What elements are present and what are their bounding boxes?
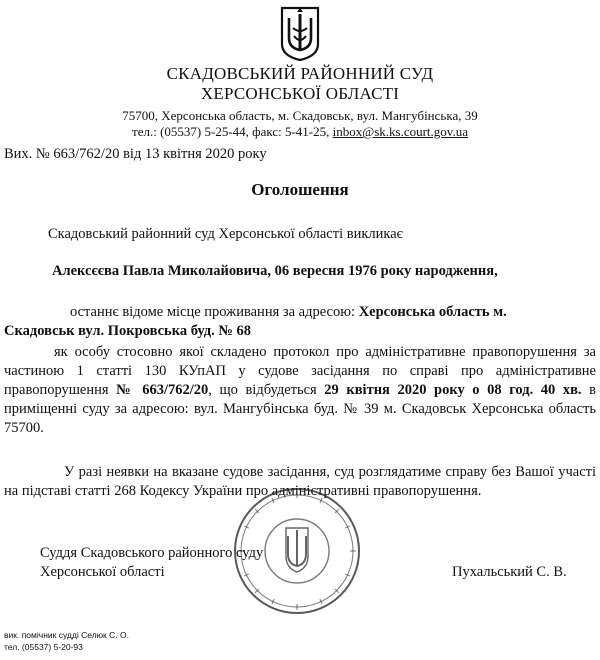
residence-address-line1: Херсонська область м. bbox=[358, 304, 507, 320]
court-address: 75700, Херсонська область, м. Скадовськ, вул. Мангубінська, 39 bbox=[122, 108, 478, 123]
court-contacts bbox=[0, 124, 600, 140]
paragraph-summons bbox=[4, 343, 596, 438]
case-number: № 663/762/20 bbox=[116, 382, 209, 398]
court-region: ХЕРСОНСЬКОЇ ОБЛАСТІ bbox=[200, 84, 400, 103]
court-name: СКАДОВСЬКИЙ РАЙОННИЙ СУД bbox=[166, 64, 434, 83]
residence-lead: останнє відоме місце проживання за адресою: bbox=[70, 304, 359, 320]
intro-text: Скадовський районний суд Херсонської області викликає bbox=[48, 226, 403, 242]
signature-position-line2: Херсонської області bbox=[40, 564, 165, 580]
page-title: Оголошення bbox=[251, 180, 349, 199]
outgoing-number: Вих. № 663/762/20 від 13 квітня 2020 року bbox=[4, 146, 267, 162]
footnote-assistant: вик. помічник судді Селюк С. О. bbox=[4, 630, 129, 640]
email-link[interactable]: inbox@sk.ks.court.gov.ua bbox=[332, 124, 468, 139]
phone-fax: тел.: (05537) 5-25-44, факс: 5-41-25, bbox=[132, 124, 333, 139]
person-name: Алексєєва Павла Миколайовича, 06 вересня 1976 року народження, bbox=[52, 263, 498, 279]
judge-name: Пухальський С. В. bbox=[452, 564, 567, 580]
hearing-datetime: 29 квітня 2020 року о 08 год. 40 хв. bbox=[324, 382, 582, 398]
signature-position-line1: Суддя Скадовського районного суду bbox=[40, 545, 264, 561]
footnote-phone: тел. (05537) 5-20-93 bbox=[4, 642, 83, 652]
residence-address-line2: Скадовськ вул. Покровська буд. № 68 bbox=[4, 323, 252, 339]
summons-text-3: в приміщенні суду за адресою: вул. Мангубінська буд. № 39 м. Скадовськ Херсонська область 75700. bbox=[4, 382, 596, 436]
coat-of-arms-icon bbox=[280, 6, 320, 62]
summons-text: як особу стосовно якої складено протокол про адміністративне правопорушення за частиною 1 статті 130 КУпАП у судове засідання по справі про адміністративне правопорушення bbox=[4, 344, 596, 398]
residence-line bbox=[70, 303, 596, 322]
paragraph-absence: У разі неявки на вказане судове засідання, суд розглядатиме справу без Вашої участі на підставі статті 268 Кодексу України про адміністративні правопорушення. bbox=[4, 464, 596, 499]
summons-text-2: , що відбудеться bbox=[208, 382, 325, 398]
